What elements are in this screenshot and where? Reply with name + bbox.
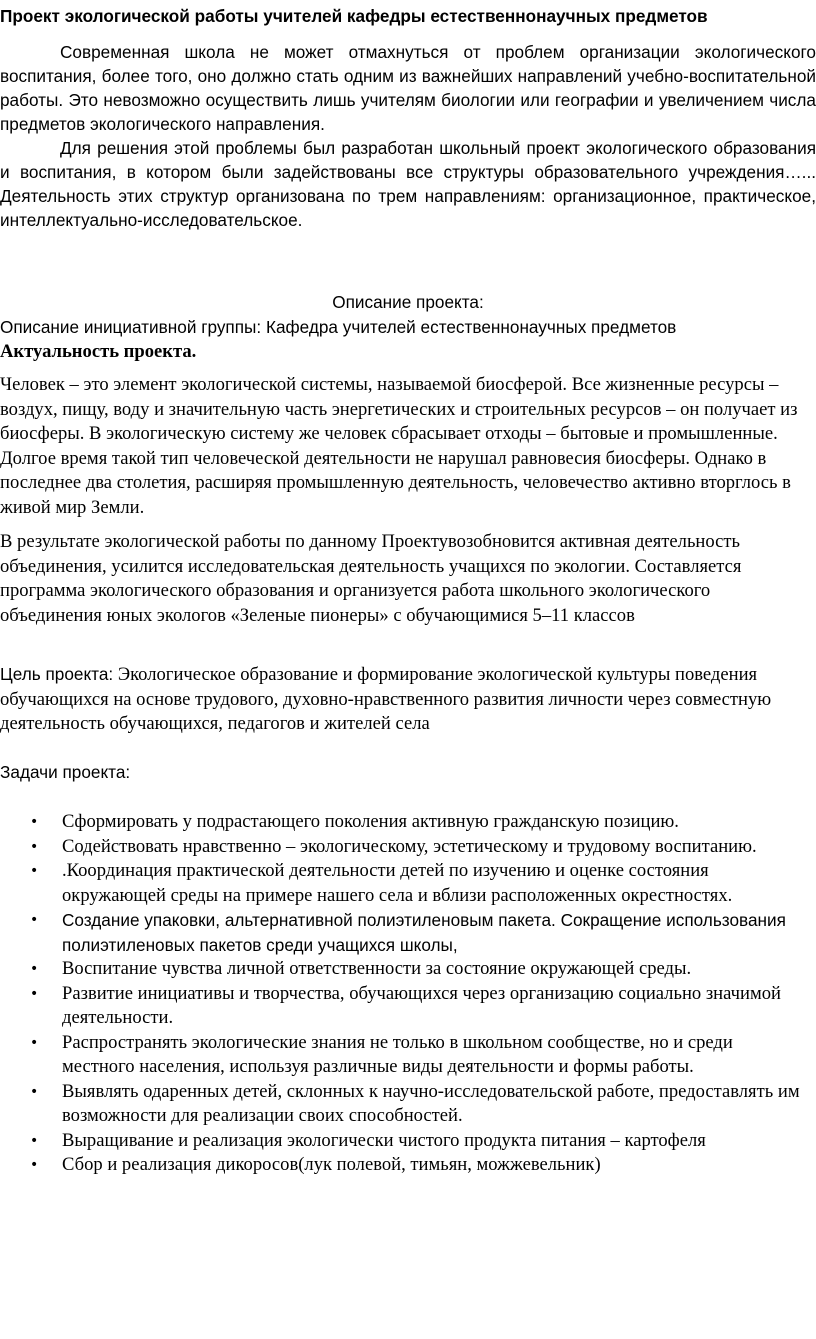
initiative-group-line: Описание инициативной группы: Кафедра учителей естественнонаучных предметов <box>0 317 677 337</box>
task-item: • Развитие инициативы и творчества, обучающихся через организацию социально значимой деятельности. <box>0 982 800 1031</box>
intro-paragraph: Современная школа не может отмахнуться от проблем организации экологического воспитания, более того, оно должно стать одним из важнейших направлений учебно-воспитательной работы. Это невозможно осуществить лишь учителям биологии или географии и увеличением числа предметов экологического направления. <box>0 42 816 134</box>
task-item: • Распространять экологические знания не только в школьном сообществе, но и среди местного населения, используя различные виды деятельности и формы работы. <box>0 1031 800 1080</box>
intro-section <box>0 40 816 232</box>
task-item: • Содействовать нравственно – экологическому, эстетическому и трудовому воспитанию. <box>0 835 800 860</box>
task-item: • .Координация практической деятельности детей по изучению и оценке состояния окружающей среды на примере нашего села и вблизи расположенных окрестностях. <box>0 859 800 908</box>
document-title: Проект экологической работы учителей кафедры естественнонаучных предметов <box>0 6 708 26</box>
task-item: • Выращивание и реализация экологически чистого продукта питания – картофеля <box>0 1129 800 1154</box>
task-item: • Выявлять одаренных детей, склонных к научно-исследовательской работе, предоставлять им возможности для реализации своих способностей. <box>0 1080 800 1129</box>
task-item: • Сформировать у подрастающего поколения активную гражданскую позицию. <box>0 810 800 835</box>
intro-paragraph: Для решения этой проблемы был разработан школьный проект экологического образования и воспитания, в котором были задействованы все структуры образовательного учреждения…... Деятельность этих структур организована по трем направлениям: организационное, практическое, интеллектуально-исследовательское. <box>0 138 816 230</box>
relevance-heading: Актуальность проекта. <box>0 341 197 362</box>
relevance-paragraph: Человек – это элемент экологической системы, называемой биосферой. Все жизненные ресурсы – воздух, пищу, воду и значительную часть энергетических и строительных ресурсов – он получает из биосферы. В экологическую систему же человек сбрасывает отходы – бытовые и промышленные. Долгое время такой тип человеческой деятельности не нарушал равновесия биосферы. Однако в последнее два столетия, расширяя промышленную деятельность, человечество активно вторглось в живой мир Земли. <box>0 374 798 518</box>
project-goal <box>0 662 810 737</box>
goal-label: Цель проекта: <box>0 664 114 684</box>
task-item: • Создание упаковки, альтернативной полиэтиленовым пакета. Сокращение использования полиэтиленовых пакетов среди учащихся школы, <box>0 908 800 957</box>
tasks-heading: Задачи проекта: <box>0 762 131 782</box>
task-item: • Сбор и реализация дикоросов(лук полевой, тимьян, можжевельник) <box>0 1153 800 1178</box>
goal-text: Экологическое образование и формирование экологической культуры поведения обучающихся на основе трудового, духовно-нравственного развития личности через совместную деятельность обучающихся, педагогов и жителей села <box>0 664 772 734</box>
task-item: • Воспитание чувства личной ответственности за состояние окружающей среды. <box>0 957 800 982</box>
description-heading: Описание проекта: <box>332 292 484 312</box>
results-paragraph: В результате экологической работы по данному Проектувозобновится активная деятельность объединения, усилится исследовательская деятельность учащихся по экологии. Составляется программа экологического образования и организуется работа школьного экологического объединения юных экологов «Зеленые пионеры» с обучающимися 5–11 классов <box>0 531 742 626</box>
tasks-list <box>0 810 800 1178</box>
